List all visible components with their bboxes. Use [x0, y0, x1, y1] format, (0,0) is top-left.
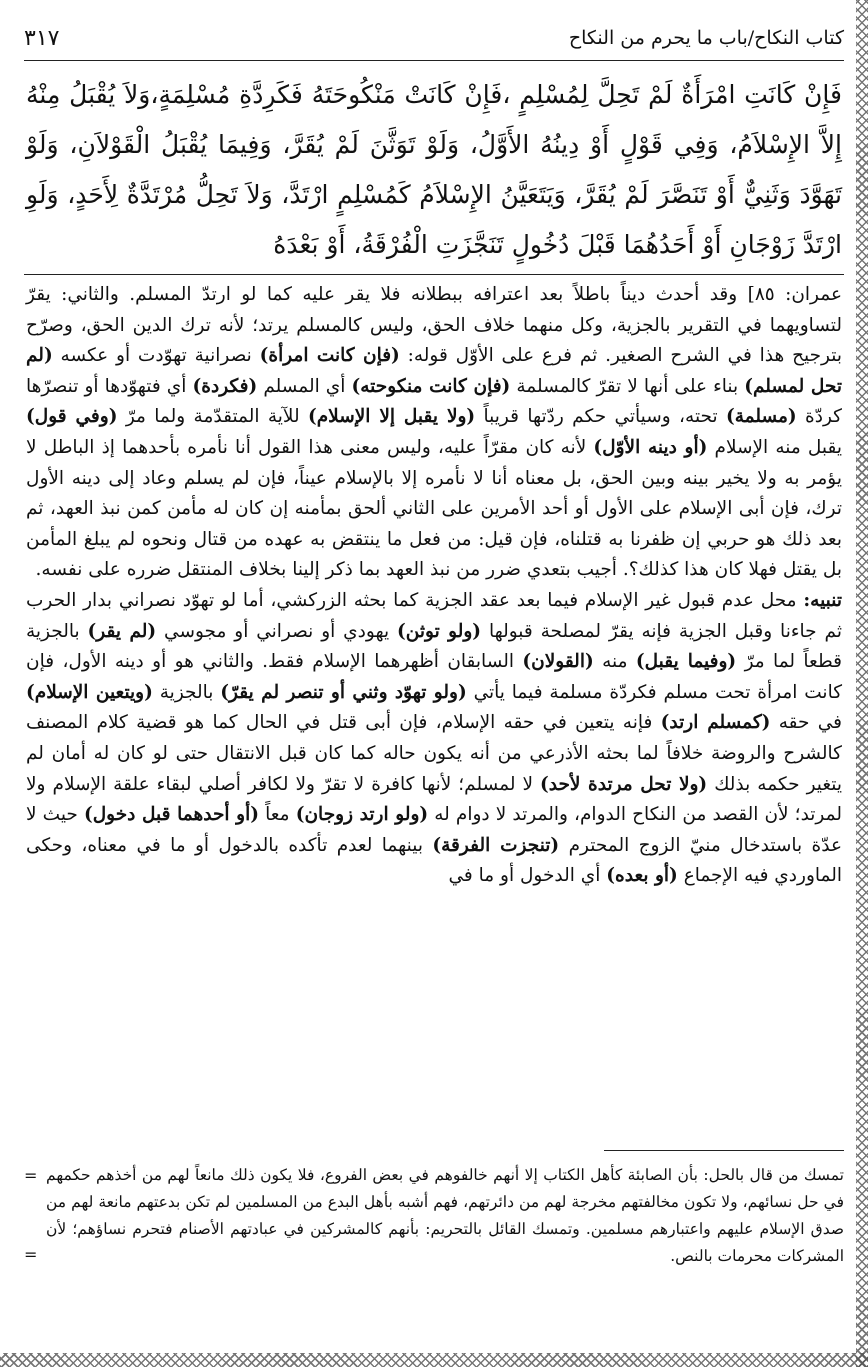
- page-header: [24, 22, 844, 54]
- quoted-matn: (ويتعين الإسلام): [26, 681, 153, 703]
- quoted-matn: (فإن كانت امرأة): [259, 345, 400, 367]
- commentary: [26, 280, 842, 892]
- tanbih-label: تنبيه:: [803, 589, 842, 611]
- decorative-border-bottom: [0, 1353, 868, 1367]
- book-page: [16, 10, 852, 1348]
- quoted-matn: (فإن كانت منكوحته): [351, 375, 511, 397]
- matn-text: فَإِنْ كَانَتِ امْرَأَةٌ لَمْ تَحِلَّ لِمُسْلِمٍ ،فَإِنْ كَانَتْ مَنْكُوحَتَهُ فَكَرِدَّةِ مُسْلِمَةٍ،وَلاَ يُقْبَلُ مِنْهُ إِلاَّ الإِسْلاَمُ، وَفِي قَوْلٍ أَوْ دِينُهُ الأَوَّلُ، وَلَوْ تَوَثَّنَ لَمْ يُقَرَّ، وَفِيمَا يُقْبَلُ الْقَوْلاَنِ، وَلَوْ تَهَوَّدَ وَثَنِيٌّ أَوْ تَنَصَّرَ لَمْ يُقَرَّ، وَيَتَعَيَّنُ الإِسْلاَمُ كَمُسْلِمٍ ارْتَدَّ، وَلاَ تَحِلُّ مُرْتَدَّةٌ لِأَحَدٍ، وَلَوِ ارْتَدَّ زَوْجَانِ أَوْ أَحَدُهُمَا قَبْلَ دُخُولٍ تَنَجَّزَتِ الْفُرْقَةُ، أَوْ بَعْدَهُ: [26, 80, 842, 259]
- quoted-matn: (القولان): [522, 651, 594, 673]
- quoted-matn: (كمسلم ارتد): [660, 712, 771, 734]
- decorative-border-right: [856, 0, 868, 1367]
- quoted-matn: (ولو ارتد زوجان): [295, 804, 429, 826]
- footnote-continuation-marker: =: [24, 1166, 38, 1185]
- quoted-matn: (تنجزت الفرقة): [432, 834, 560, 856]
- running-title: كتاب النكاح/باب ما يحرم من النكاح: [568, 27, 844, 49]
- commentary-paragraph-1: عمران: ٨٥] وقد أحدث ديناً باطلاً بعد اعترافه ببطلانه فلا يقر عليه كما لو ارتدّ المسلم. والثاني: يقرّ لتساويهما في التقرير بالجزية، وكل منهما خلاف الحق، وليس كالمسلم يرتد؛ لأنه ترك الدين الحق، وصرّح بترجيح هذا في الشرح الصغير. ثم فرع على الأوّل قوله: (فإن كانت امرأة) نصرانية تهوّدت أو عكسه (لم تحل لمسلم) بناء على أنها لا تقرّ كالمسلمة (فإن كانت منكوحته) أي المسلم (فكردة) أي فتهوّدها أو تنصرّها كردّة (مسلمة) تحته، وسيأتي حكم ردّتها قريباً (ولا يقبل إلا الإسلام) للآية المتقدّمة ولما مرّ (وفي قول) يقبل منه الإسلام (أو دينه الأوّل) لأنه كان مقرّاً عليه، وليس معنى هذا القول أنا نأمره بأحدهما إذ الباطل لا يؤمر به ولا يخير بينه وبين الحق، بل معناه أنا لا نأمره إلا بالإسلام عيناً، فإن لم يسلم وعاد إلى دينه الأول ترك، فإن أبى الإسلام على الأول أو أحد الأمرين على الثاني ألحق بمأمنه إن كان له مأمن كمن نبذ العهد، ثم بعد ذلك هو حربي إن ظفرنا به قتلناه، فإن قيل: من فعل ما ينتقض به عهده من قتال ونحوه لم يبلغ المأمن بل يقتل فهلا كان هذا كذلك؟. أجيب بتعدي ضرر من نبذ العهد بما ذكر إلينا بخلاف المنتقل ضرره على نفسه.: [26, 284, 842, 581]
- quoted-matn: (وفي قول): [26, 406, 118, 428]
- footnote: [24, 1162, 844, 1270]
- quoted-matn: (لم يقر): [87, 620, 157, 642]
- quoted-matn: (مسلمة): [725, 406, 797, 428]
- quoted-matn: (فكردة): [192, 375, 258, 397]
- footnote-continues-marker: =: [24, 1245, 38, 1264]
- footnote-separator: [604, 1150, 844, 1151]
- quoted-matn: (ولو تهوّد وثني أو تنصر لم يقرّ): [220, 681, 467, 703]
- quoted-matn: (أو أحدهما قبل دخول): [83, 804, 260, 826]
- quoted-matn: (لم تحل لمسلم): [26, 345, 842, 397]
- footnote-text: تمسك من قال بالحل: بأن الصابئة كأهل الكتاب إلا أنهم خالفوهم في بعض الفروع، فلا يكون ذلك مانعاً لهم من أخذهم حكمهم في حل نسائهم، ولا تكون مخالفتهم مخرجة لهم من دائرتهم، فهم أشبه بأهل البدع من المسلمين لم تكن بدعتهم مانعة لهم من صدق الإسلام عليهم واعتبارهم مسلمين. وتمسك القائل بالتحريم: بأنهم كالمشركين في عبادتهم الأصنام فتحرم نساؤهم؛ لأن المشركات محرمات بالنص.: [46, 1166, 844, 1265]
- quoted-matn: (ولا تحل مرتدة لأحد): [540, 773, 708, 795]
- page-number: ٣١٧: [24, 25, 60, 51]
- header-rule: [24, 60, 844, 61]
- quoted-matn: (ولا يقبل إلا الإسلام): [307, 406, 476, 428]
- quoted-matn: (أو بعده): [606, 865, 678, 887]
- quoted-matn: (وفيما يقبل): [635, 651, 737, 673]
- quoted-matn: (أو دينه الأوّل): [593, 436, 708, 458]
- quoted-matn: (ولو توثن): [397, 620, 482, 642]
- matn-separator: [24, 274, 844, 275]
- commentary-paragraph-tanbih: تنبيه: محل عدم قبول غير الإسلام فيما بعد عقد الجزية كما بحثه الزركشي، أما لو تهوّد نصراني بدار الحرب ثم جاءنا وقبل الجزية فإنه يقرّ لمصلحة قبولها (ولو توثن) يهودي أو نصراني أو مجوسي (لم يقر) بالجزية قطعاً لما مرّ (وفيما يقبل) منه (القولان) السابقان أظهرهما الإسلام فقط. والثاني هو أو دينه الأول، فإن كانت امرأة تحت مسلم فكردّة مسلمة فيما يأتي (ولو تهوّد وثني أو تنصر لم يقرّ) بالجزية (ويتعين الإسلام) في حقه (كمسلم ارتد) فإنه يتعين في حقه الإسلام، فإن أبى قتل في الحال كما هو قضية كلام المصنف كالشرح والروضة خلافاً لما بحثه الأذرعي من أنه يكون حاله كما كان قبل الانتقال حتى لو كان له أمان لم يتغير حكمه بذلك (ولا تحل مرتدة لأحد) لا لمسلم؛ لأنها كافرة لا تقرّ ولا لكافر أصلي لبقاء علقة الإسلام ولا لمرتد؛ لأن القصد من النكاح الدوام، والمرتد لا دوام له (ولو ارتد زوجان) معاً (أو أحدهما قبل دخول) حيث لا عدّة باستدخال منيّ الزوج المحترم (تنجزت الفرقة) بينهما لعدم تأكده بالدخول أو ما في معناه، وحكى الماوردي فيه الإجماع (أو بعده) أي الدخول أو ما في: [26, 589, 843, 887]
